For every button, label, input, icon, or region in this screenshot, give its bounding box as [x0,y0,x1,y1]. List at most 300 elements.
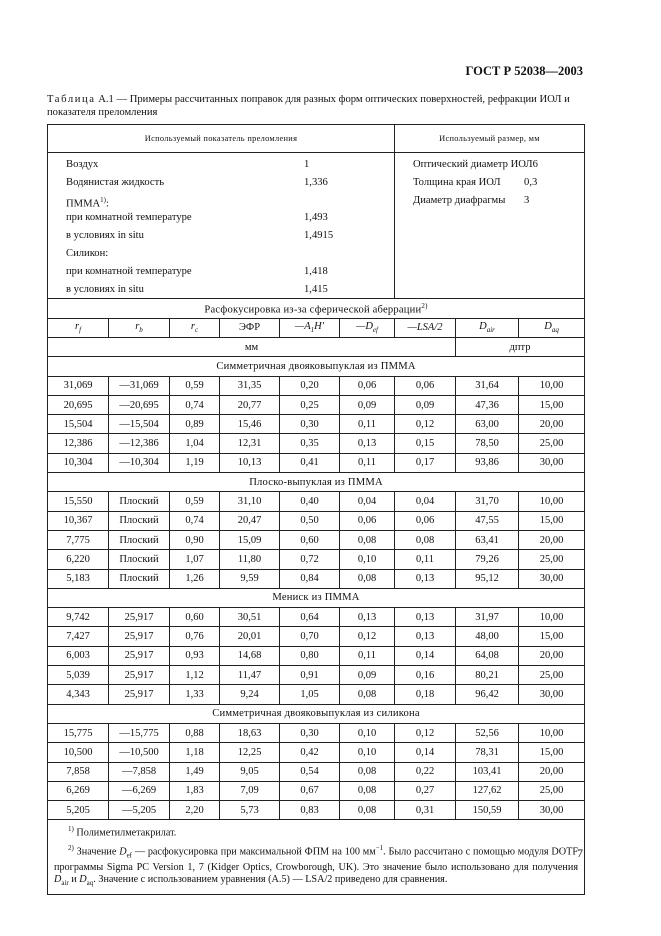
footnote-2-dair: D [54,873,62,885]
table-cell: 0,14 [395,646,456,665]
table-cell: 0,59 [170,492,220,511]
section-row [48,588,585,607]
table-cell: —10,500 [109,743,170,762]
size-label: Диаметр диафрагмы [413,194,506,206]
table-cell: 31,10 [220,492,280,511]
table-cell: 0,10 [340,550,395,569]
index-label-wrap [66,227,144,245]
table-cell: 5,039 [48,666,109,685]
table-cell: 150,59 [456,801,519,820]
index-row [48,209,394,227]
table-cell: 0,90 [170,530,220,549]
table-cell: 30,00 [519,801,585,820]
table-cell: 1,07 [170,550,220,569]
table-cell: 2,20 [170,801,220,820]
table-cell: 20,00 [519,530,585,549]
table-cell: 7,858 [48,762,109,781]
table-cell: —7,858 [109,762,170,781]
table-row [48,685,585,704]
table-cell: 0,15 [395,434,456,453]
table-cell: —20,695 [109,395,170,414]
column-header-symbol: D [544,321,552,333]
size-row [395,156,584,174]
column-header-subscript: f [79,326,82,335]
table-cell: 9,24 [220,685,280,704]
table-cell: 25,00 [519,666,585,685]
table-cell: 20,00 [519,415,585,434]
caption-label: Таблица [47,94,96,105]
table-cell: 0,13 [395,569,456,588]
column-header-symbol: r [190,321,195,333]
table-cell: 9,59 [220,569,280,588]
index-value [304,245,350,263]
size-list [395,153,585,299]
size-row [395,192,584,210]
table-cell: 15,09 [220,530,280,549]
table-caption [47,94,584,119]
table-cell: 0,06 [395,376,456,395]
column-header [109,318,170,337]
column-header-symbol: —D [356,321,373,333]
column-header-symbol: D [479,321,487,333]
table-cell: 30,00 [519,453,585,472]
table-row [48,434,585,453]
table-cell: 0,59 [170,376,220,395]
table-cell: 0,89 [170,415,220,434]
table-row [48,415,585,434]
table-cell: 0,16 [395,666,456,685]
table-cell: 80,21 [456,666,519,685]
footnote-2-pre: Значение [73,846,120,858]
footnote-2-daq: D [79,873,87,885]
table-cell: 31,70 [456,492,519,511]
table-row [48,608,585,627]
footnote-2-mid: — расфокусировка при максимальной ФПМ на 100 мм [132,846,376,858]
index-label-wrap [66,192,109,210]
column-header-symbol: r [74,321,80,333]
index-row [48,174,394,192]
table-cell: 0,08 [340,685,395,704]
column-header-subscript: ef [372,326,378,335]
table-cell: 9,742 [48,608,109,627]
index-row [48,263,394,281]
table-cell: 0,12 [395,723,456,742]
table-cell: 6,220 [48,550,109,569]
table-cell: 1,49 [170,762,220,781]
table-cell: 95,12 [456,569,519,588]
table-cell: 20,47 [220,511,280,530]
table-cell: —15,504 [109,415,170,434]
footnote-2-dsym: D [119,846,127,858]
table-cell: 25,917 [109,646,170,665]
column-header-symbol: ЭФР [238,322,261,334]
table-cell: 0,06 [395,511,456,530]
table-cell: 30,51 [220,608,280,627]
column-header-subscript: air [486,326,495,335]
standard-code: ГОСТ Р 52038—2003 [465,64,583,78]
unit-dptr: дптр [456,337,585,356]
table-cell: 15,550 [48,492,109,511]
size-value: 3 [524,194,530,206]
table-cell: 1,83 [170,781,220,800]
table-cell: 0,60 [280,530,340,549]
table-cell: 0,06 [340,376,395,395]
table-cell: 0,70 [280,627,340,646]
column-header [456,318,519,337]
section-row [48,704,585,723]
table-cell: 0,54 [280,762,340,781]
column-header-tail: H′ [314,321,325,333]
table-row [48,627,585,646]
table-cell: 20,695 [48,395,109,414]
column-header [519,318,585,337]
table-cell: 78,50 [456,434,519,453]
table-cell: 0,18 [395,685,456,704]
section-title: Мениск из ПММА [48,588,585,607]
section-row [48,357,585,376]
table-cell: 0,80 [280,646,340,665]
table-cell: 0,30 [280,415,340,434]
table-cell: 0,84 [280,569,340,588]
index-value: 1,415 [304,283,328,295]
index-row [48,156,394,174]
table-cell: 0,30 [280,723,340,742]
table-row [48,569,585,588]
footnote-2-daqsub: aq [86,879,94,888]
table-row [48,743,585,762]
table-cell: 31,64 [456,376,519,395]
table-cell: 11,47 [220,666,280,685]
index-label: в условиях in situ [66,283,144,295]
table-cell: Плоский [109,492,170,511]
table-cell: 0,27 [395,781,456,800]
table-cell: 0,64 [280,608,340,627]
table-cell: 10,00 [519,376,585,395]
table-cell: 25,00 [519,434,585,453]
table-cell: 25,00 [519,550,585,569]
table-cell: 25,917 [109,666,170,685]
table-cell: 0,11 [395,550,456,569]
table-cell: 0,31 [395,801,456,820]
table-cell: 10,00 [519,492,585,511]
table-cell: 0,09 [340,666,395,685]
index-value: 1,4915 [304,230,334,242]
table-cell: 25,917 [109,685,170,704]
size-row [395,174,584,192]
table-cell: 0,08 [395,530,456,549]
table-cell: 93,86 [456,453,519,472]
table-cell: 0,10 [340,743,395,762]
table-cell: 12,386 [48,434,109,453]
column-header-symbol: r [135,321,140,333]
table-cell: 0,12 [395,415,456,434]
index-label-wrap [66,156,98,174]
defocus-title [48,299,585,318]
table-cell: 0,42 [280,743,340,762]
table-cell: 47,36 [456,395,519,414]
table-cell: Плоский [109,550,170,569]
table-cell: —5,205 [109,801,170,820]
table-cell: 20,01 [220,627,280,646]
table-cell: 0,25 [280,395,340,414]
media-heading: Используемый показатель преломления [48,125,395,153]
table-cell: 15,00 [519,511,585,530]
table-cell: 0,08 [340,762,395,781]
column-header [170,318,220,337]
footnotes [48,820,585,894]
table-cell: 1,04 [170,434,220,453]
footnote-row [48,820,585,894]
table-cell: 5,183 [48,569,109,588]
index-label-wrap [66,209,192,227]
page-number: 7 [577,846,583,860]
table-cell: 103,41 [456,762,519,781]
table-cell: 25,917 [109,627,170,646]
table-row [48,646,585,665]
table-row [48,801,585,820]
index-label: Воздух [66,159,99,170]
table-cell: 0,50 [280,511,340,530]
table-cell: 15,00 [519,743,585,762]
index-label: при комнатной температуре [66,212,192,224]
table-cell: 0,13 [395,608,456,627]
table-row [48,376,585,395]
table-cell: 63,00 [456,415,519,434]
footnote-1-text: Полиметилметакрилат. [73,827,177,839]
footnote-2-post: . Было рассчитано с помощью модуля DOTF программы Sigma PC Version 1, 7 (Kidger Optics, Crowborough, UK). Это значение было использовано для получения [54,846,579,874]
footnote-2-end: . Значение с использованием уравнения (А.5) — LSA/2 приведено для сравнения. [93,873,448,885]
index-footnote-mark: 1) [100,195,106,204]
table-cell: 63,41 [456,530,519,549]
index-value: 1,493 [304,212,328,224]
table-cell: 96,42 [456,685,519,704]
column-header-symbol: —LSA/2 [407,322,443,334]
table-cell: —10,304 [109,453,170,472]
table-cell: 1,19 [170,453,220,472]
table-cell: 10,00 [519,723,585,742]
unit-mm: мм [48,337,456,356]
column-header-symbol: —A [294,321,311,333]
table-cell: 15,00 [519,627,585,646]
table-cell: 0,74 [170,395,220,414]
table-cell: 52,56 [456,723,519,742]
table-cell: 4,343 [48,685,109,704]
column-header-subscript: aq [551,326,559,335]
footnote-2-dsub: ef [126,851,133,860]
index-value: 1,336 [304,176,328,188]
table-cell: 10,500 [48,743,109,762]
section-title: Симметричная двояковыпуклая из ПММА [48,357,585,376]
table-cell: 20,77 [220,395,280,414]
index-label: Водянистая жидкость [66,176,165,188]
size-value: 6 [532,159,538,170]
table-cell: —31,069 [109,376,170,395]
table-cell: 0,72 [280,550,340,569]
column-header-subscript: b [139,326,143,335]
table-cell: 0,04 [395,492,456,511]
table-cell: 15,775 [48,723,109,742]
index-row [48,281,394,299]
index-row [48,227,394,245]
table-cell: 1,05 [280,685,340,704]
table-cell: 15,504 [48,415,109,434]
table-cell: 0,08 [340,530,395,549]
table-cell: 0,10 [340,723,395,742]
footnote-1-mark: 1) [68,825,74,834]
footnote-2 [54,843,578,889]
table-cell: 0,17 [395,453,456,472]
footnote-2-exp: −1 [375,844,384,853]
table-cell: 20,00 [519,762,585,781]
table-cell: 0,08 [340,801,395,820]
table-cell: 10,367 [48,511,109,530]
size-value: 0,3 [524,176,538,188]
table-cell: 5,73 [220,801,280,820]
table-cell: 12,25 [220,743,280,762]
table-cell: 0,08 [340,781,395,800]
column-header [280,318,340,337]
table-cell: 30,00 [519,685,585,704]
table-cell: 0,91 [280,666,340,685]
table-cell: 64,08 [456,646,519,665]
table-cell: 7,09 [220,781,280,800]
table-row [48,666,585,685]
table-cell: 0,11 [340,646,395,665]
table-cell: 0,08 [340,569,395,588]
caption-text: А.1 — Примеры рассчитанных поправок для разных форм оптических поверхностей, рефракции ИОЛ и показателя преломления [47,94,570,118]
column-header-subscript: c [194,326,199,335]
section-title: Симметричная двояковыпуклая из силикона [48,704,585,723]
index-label-wrap [66,174,164,192]
table-cell: 0,09 [395,395,456,414]
refractive-index-list [48,153,395,299]
index-value: 1,418 [304,265,328,277]
table-cell: 0,35 [280,434,340,453]
table-cell: 0,13 [395,627,456,646]
table-cell: 0,06 [340,511,395,530]
table-cell: 10,00 [519,608,585,627]
corrections-table [47,124,585,895]
index-label: Силикон: [66,247,109,259]
table-cell: 11,80 [220,550,280,569]
table-row [48,453,585,472]
table-cell: 0,40 [280,492,340,511]
table-cell: 25,917 [109,608,170,627]
table-cell: —15,775 [109,723,170,742]
table-cell: 12,31 [220,434,280,453]
table-cell: 18,63 [220,723,280,742]
footnote-2-dairsub: air [61,879,69,888]
index-value [304,192,350,210]
table-cell: —12,386 [109,434,170,453]
table-cell: 15,46 [220,415,280,434]
section-row [48,473,585,492]
footnote-2-mark: 2) [68,844,74,853]
table-cell: 6,269 [48,781,109,800]
table-cell: 1,18 [170,743,220,762]
table-cell: 0,67 [280,781,340,800]
table-row [48,395,585,414]
index-label: при комнатной температуре [66,265,192,277]
column-header [220,318,280,337]
table-cell: 6,003 [48,646,109,665]
table-cell: 7,775 [48,530,109,549]
index-label-wrap [66,245,108,263]
table-cell: 7,427 [48,627,109,646]
table-cell: 31,97 [456,608,519,627]
table-cell: —6,269 [109,781,170,800]
size-label: Оптический диаметр ИОЛ [413,159,533,170]
table-cell: 0,11 [340,415,395,434]
table-cell: 0,83 [280,801,340,820]
table-cell: Плоский [109,511,170,530]
table-cell: 127,62 [456,781,519,800]
footnote-2-and: и [68,873,80,885]
footnote-1 [54,824,578,839]
table-cell: 10,13 [220,453,280,472]
table-row [48,550,585,569]
table-cell: 0,76 [170,627,220,646]
table-cell: 0,74 [170,511,220,530]
index-label-wrap [66,281,144,299]
table-cell: 78,31 [456,743,519,762]
column-header [395,318,456,337]
table-cell: 14,68 [220,646,280,665]
size-heading: Используемый размер, мм [395,125,585,153]
table-cell: 0,20 [280,376,340,395]
table-cell: 31,069 [48,376,109,395]
table-cell: 0,93 [170,646,220,665]
index-row [48,245,394,263]
index-label: ПММА [66,198,101,210]
table-cell: 0,09 [340,395,395,414]
table-cell: 15,00 [519,395,585,414]
table-cell: 0,22 [395,762,456,781]
table-cell: 1,12 [170,666,220,685]
table-row [48,530,585,549]
defocus-footnote-mark: 2) [421,301,428,310]
table-cell: 0,13 [340,434,395,453]
index-suffix: : [105,198,109,210]
table-cell: 20,00 [519,646,585,665]
table-cell: 0,11 [340,453,395,472]
table-cell: 48,00 [456,627,519,646]
table-cell: 0,41 [280,453,340,472]
index-label: в условиях in situ [66,230,144,242]
defocus-title-text: Расфокусировка из-за сферической аберрации [204,304,422,316]
table-row [48,511,585,530]
table-cell: Плоский [109,530,170,549]
size-label: Толщина края ИОЛ [413,176,501,188]
table-cell: 31,35 [220,376,280,395]
table-cell: 25,00 [519,781,585,800]
table-cell: 0,04 [340,492,395,511]
table-cell: 0,12 [340,627,395,646]
table-row [48,781,585,800]
table-row [48,723,585,742]
table-cell: 9,05 [220,762,280,781]
column-header-subscript: 1 [310,326,315,335]
table-row [48,762,585,781]
table-cell: 5,205 [48,801,109,820]
index-row [48,192,394,210]
table-cell: 30,00 [519,569,585,588]
table-cell: 1,33 [170,685,220,704]
table-cell: 1,26 [170,569,220,588]
table-cell: Плоский [109,569,170,588]
table-cell: 47,55 [456,511,519,530]
column-header [340,318,395,337]
